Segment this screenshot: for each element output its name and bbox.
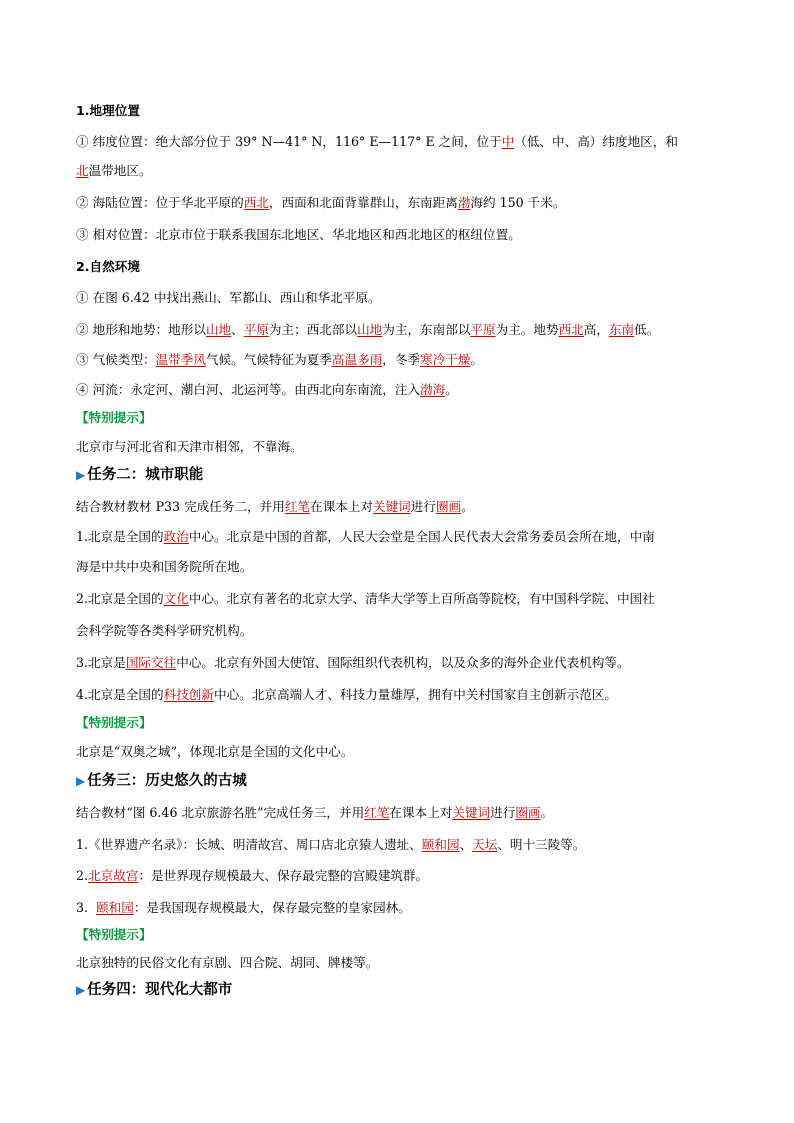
climate-line: ③ 气候类型：温带季风气候。气候特征为夏季高温多雨，冬季寒冷干燥。	[76, 352, 484, 367]
task2-p3: 3.北京是国际交往中心。北京有外国大使馆、国际组织代表机构，以及众多的海外企业代表机构等。	[76, 655, 630, 670]
task3-heading: ▶ 任务三：历史悠久的古城	[76, 773, 247, 789]
task2-p4: 4.北京是全国的科技创新中心。北京高端人才、科技力量雄厚，拥有中关村国家自主创新示范区。	[76, 687, 617, 702]
triangle-icon: ▶	[76, 468, 86, 482]
task4-heading: ▶ 任务四：现代化大都市	[76, 982, 233, 998]
task2-heading: ▶ 任务二：城市职能	[76, 467, 204, 483]
tip-text: 北京是“双奥之城”，体现北京是全国的文化中心。	[76, 744, 354, 759]
river-line: ④ 河流：永定河、潮白河、北运河等。由西北向东南流，注入渤海。	[76, 382, 458, 397]
task3-intro: 结合教材“图 6.46 北京旅游名胜”完成任务三，并用红笔在课本上对关键词进行圈画。	[76, 805, 554, 820]
task2-p1: 1.北京是全国的政治中心。北京是中国的首都，人民大会堂是全国人民代表大会常务委员会所在地，中南	[76, 529, 655, 544]
task2-intro: 结合教材教材 P33 完成任务二，并用红笔在课本上对关键词进行圈画。	[76, 499, 474, 514]
task3-p1: 1.《世界遗产名录》：长城、明清故宫、周口店北京猿人遗址、颐和园、天坛、明十三陵等。	[76, 837, 586, 852]
tip-text: 北京市与河北省和天津市相邻，不靠海。	[76, 439, 303, 454]
task3-p3: 3. 颐和园：是我国现存规模最大，保存最完整的皇家园林。	[76, 900, 411, 915]
tip-label: 【特别提示】	[76, 410, 152, 425]
task3-p2: 2.北京故宫：是世界现存规模最大、保存最完整的宫殿建筑群。	[76, 868, 429, 883]
tip-label: 【特别提示】	[76, 715, 152, 730]
map-line: ① 在图 6.42 中找出燕山、军都山、西山和华北平原。	[76, 290, 381, 305]
latitude-line: ① 纬度位置：绝大部分位于 39° N—41° N，116° E—117° E 之间，位于中（低、中、高）纬度地区，和	[76, 134, 678, 149]
terrain-line: ② 地形和地势：地形以山地、平原为主；西北部以山地为主，东南部以平原为主。地势西北高，东南低。	[76, 322, 660, 337]
section-title-environment: 2.自然环境	[76, 259, 140, 274]
task2-p2: 2.北京是全国的文化中心。北京有著名的北京大学、清华大学等上百所高等院校，有中国科学院、中国社	[76, 591, 655, 606]
task2-p1-cont: 海是中共中央和国务院所在地。	[76, 559, 253, 574]
tip-label: 【特别提示】	[76, 927, 152, 942]
tip-text: 北京独特的民俗文化有京剧、四合院、胡同、牌楼等。	[76, 955, 379, 970]
sea-land-line: ② 海陆位置：位于华北平原的西北，西面和北面背靠群山，东南距离渤海约 150 千米。	[76, 195, 566, 210]
triangle-icon: ▶	[76, 983, 86, 997]
latitude-line-cont: 北温带地区。	[76, 163, 152, 178]
task2-p2-cont: 会科学院等各类科学研究机构。	[76, 623, 253, 638]
section-title-location: 1.地理位置	[76, 103, 140, 118]
relative-position-line: ③ 相对位置：北京市位于联系我国东北地区、华北地区和西北地区的枢纽位置。	[76, 227, 521, 242]
triangle-icon: ▶	[76, 774, 86, 788]
